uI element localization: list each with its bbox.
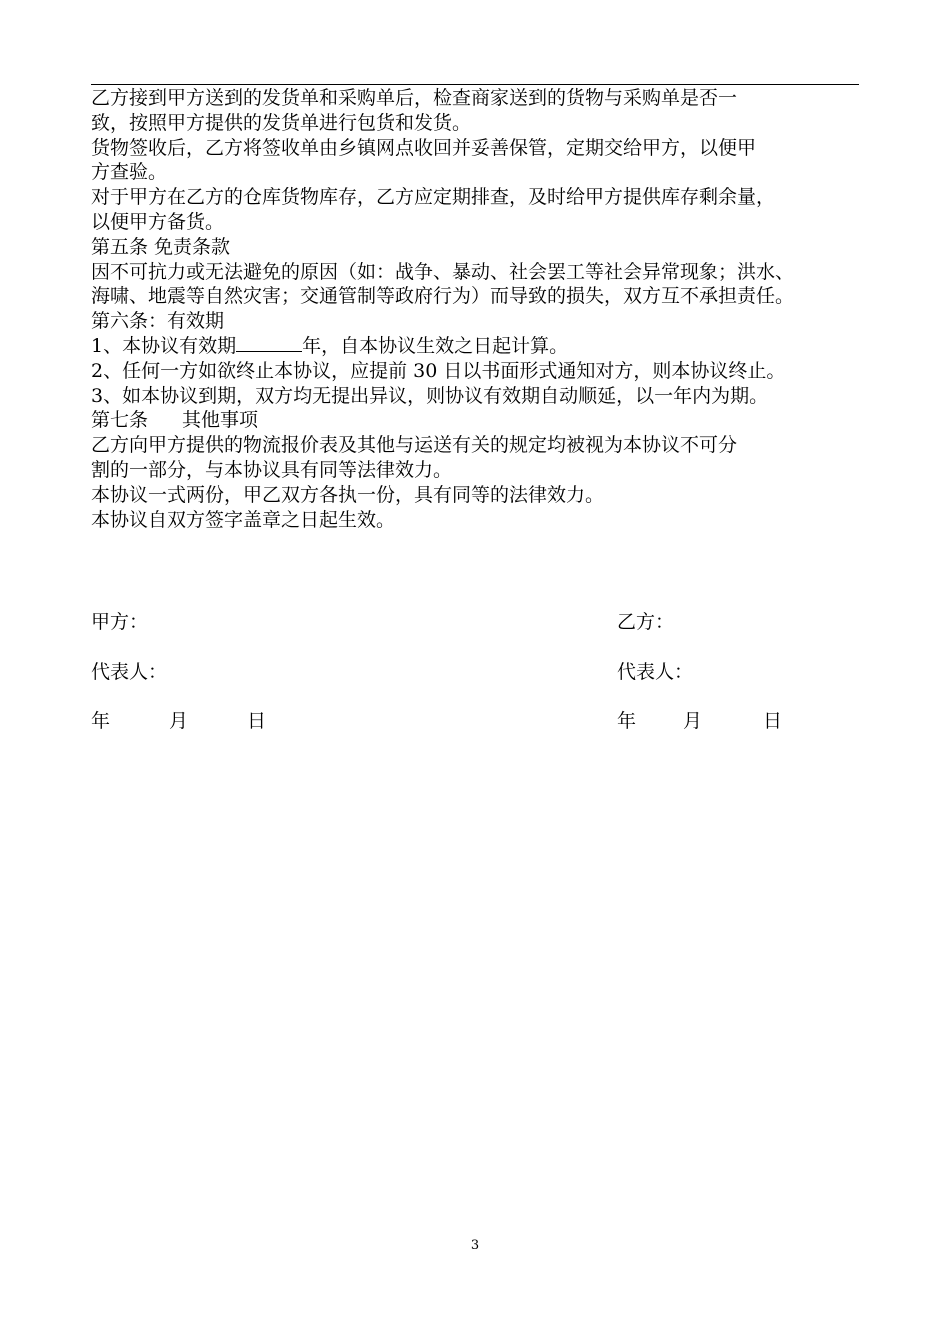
paragraph-line: 乙方接到甲方送到的发货单和采购单后，检查商家送到的货物与采购单是否一 <box>91 87 738 109</box>
party-b-label: 乙方： <box>617 611 675 633</box>
party-a-label: 甲方： <box>91 611 149 633</box>
year-label: 年 <box>617 710 637 732</box>
day-label: 日 <box>247 710 267 732</box>
party-a-representative: 代表人： <box>91 661 168 683</box>
contract-body <box>91 86 863 532</box>
year-label: 年 <box>91 710 111 732</box>
month-label: 月 <box>683 710 703 732</box>
paragraph-line: 本协议一式两份，甲乙双方各执一份，具有同等的法律效力。 <box>91 483 605 506</box>
paragraph-line: 割的一部分，与本协议具有同等法律效力。 <box>91 458 453 481</box>
day-label: 日 <box>763 710 783 732</box>
page-number: 3 <box>470 1238 480 1253</box>
paragraph-line: 因不可抗力或无法避免的原因（如：战争、暴动、社会罢工等社会异常现象；洪水、 <box>91 260 795 283</box>
paragraph-line: 海啸、地震等自然灾害；交通管制等政府行为）而导致的损失，双方互不承担责任。 <box>91 285 795 308</box>
paragraph-line: 致，按照甲方提供的发货单进行包货和发货。 <box>91 111 472 134</box>
party-b-date <box>617 709 782 733</box>
header-rule <box>91 84 859 85</box>
article-7-prefix: 第七条 <box>91 409 149 432</box>
paragraph-line: 货物签收后，乙方将签收单由乡镇网点收回并妥善保管，定期交给甲方，以便甲 <box>91 136 757 159</box>
month-label: 月 <box>169 710 189 732</box>
article-7-title: 其他事项 <box>182 409 259 432</box>
party-a-date <box>91 709 266 733</box>
article-7-heading <box>91 408 863 433</box>
validity-clause-start: 1、本协议有效期 <box>91 334 237 357</box>
validity-years-blank <box>236 334 302 352</box>
paragraph-line: 2、任何一方如欲终止本协议，应提前 30 日以书面形式通知对方，则本协议终止。 <box>91 359 786 382</box>
validity-clause <box>91 334 863 359</box>
article-5-heading: 第五条 免责条款 <box>91 235 231 258</box>
paragraph-line: 以便甲方备货。 <box>91 210 225 233</box>
party-b-representative: 代表人： <box>617 661 694 683</box>
paragraph-line: 乙方向甲方提供的物流报价表及其他与运送有关的规定均被视为本协议不可分 <box>91 434 738 457</box>
paragraph-line: 本协议自双方签字盖章之日起生效。 <box>91 508 396 531</box>
paragraph-line: 对于甲方在乙方的仓库货物库存，乙方应定期排查，及时给甲方提供库存剩余量， <box>91 186 776 209</box>
article-6-heading: 第六条：有效期 <box>91 310 225 333</box>
paragraph-line: 3、如本协议到期，双方均无提出异议，则协议有效期自动顺延，以一年内为期。 <box>91 384 769 407</box>
validity-clause-end: 年，自本协议生效之日起计算。 <box>302 334 569 357</box>
paragraph-line: 方查验。 <box>91 161 168 184</box>
